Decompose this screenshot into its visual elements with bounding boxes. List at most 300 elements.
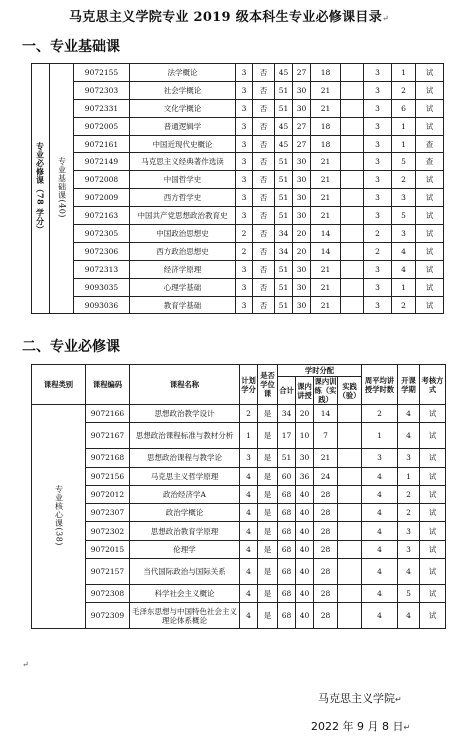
- table-row: [32, 171, 444, 189]
- course-lecture-hours: 40: [296, 559, 314, 585]
- course-lecture-hours: 36: [296, 467, 314, 485]
- course-total-hours: 34: [275, 242, 293, 260]
- outer-category-cell: [32, 64, 50, 314]
- course-term: 3: [398, 540, 420, 558]
- course-term: 5: [398, 585, 420, 603]
- course-degree: 是: [258, 449, 278, 467]
- course-practice-hours: [338, 467, 362, 485]
- course-total-hours: 60: [278, 467, 296, 485]
- course-exam: 试: [420, 485, 446, 503]
- course-degree: 是: [258, 405, 278, 423]
- course-exam: 试: [416, 171, 444, 189]
- course-name: 马克思主义经典著作选读: [130, 153, 236, 171]
- course-code: 9072308: [86, 585, 130, 603]
- course-name: 中国政治思想史: [130, 225, 236, 243]
- course-practice-hours: [338, 449, 362, 467]
- course-lab-hours: 28: [314, 603, 338, 629]
- course-weekly-hours: 3: [364, 296, 392, 314]
- course-credit: 4: [240, 485, 258, 503]
- course-degree: 否: [253, 296, 275, 314]
- course-practice-hours: [341, 296, 364, 314]
- course-term: 3: [398, 449, 420, 467]
- course-lab-hours: 28: [314, 522, 338, 540]
- course-code: 9072015: [86, 540, 130, 558]
- course-credit: 2: [236, 225, 253, 243]
- core-category-cell: [32, 405, 86, 629]
- course-credit: 4: [240, 522, 258, 540]
- course-exam: 试: [416, 242, 444, 260]
- course-practice-hours: [338, 522, 362, 540]
- table-row: [32, 585, 446, 603]
- course-lab-hours: 21: [311, 207, 341, 225]
- foundation-courses-body: [32, 64, 444, 314]
- course-practice-hours: [341, 135, 364, 153]
- table-row: [32, 296, 444, 314]
- course-credit: 4: [240, 559, 258, 585]
- course-code: 9072313: [74, 260, 130, 278]
- course-total-hours: 68: [278, 522, 296, 540]
- course-credit: 4: [240, 504, 258, 522]
- core-courses-table: [31, 364, 446, 629]
- course-code: 9072012: [86, 485, 130, 503]
- course-total-hours: 34: [275, 225, 293, 243]
- course-term: 2: [392, 171, 416, 189]
- course-lecture-hours: 40: [296, 485, 314, 503]
- course-weekly-hours: 3: [364, 171, 392, 189]
- course-weekly-hours: 3: [362, 449, 398, 467]
- course-lab-hours: 18: [311, 64, 341, 82]
- course-degree: 否: [253, 171, 275, 189]
- course-code: 9072167: [86, 423, 130, 449]
- course-practice-hours: [341, 207, 364, 225]
- course-practice-hours: [341, 81, 364, 99]
- course-total-hours: 45: [275, 117, 293, 135]
- course-name: 思想政治教学设计: [130, 405, 240, 423]
- course-code: 9072166: [86, 405, 130, 423]
- course-practice-hours: [341, 242, 364, 260]
- course-lab-hours: 28: [314, 540, 338, 558]
- course-weekly-hours: 4: [362, 467, 398, 485]
- course-weekly-hours: 1: [362, 423, 398, 449]
- course-name: 西方政治思想史: [130, 242, 236, 260]
- course-lecture-hours: 20: [293, 225, 311, 243]
- table-row: [32, 189, 444, 207]
- course-total-hours: 51: [275, 81, 293, 99]
- course-code: 9072306: [74, 242, 130, 260]
- course-degree: 是: [258, 504, 278, 522]
- course-exam: 试: [420, 522, 446, 540]
- course-name: 思想政治课程与教学论: [130, 449, 240, 467]
- course-total-hours: 51: [275, 278, 293, 296]
- course-credit: 4: [240, 540, 258, 558]
- course-total-hours: 68: [278, 540, 296, 558]
- foundation-courses-table: [31, 63, 444, 314]
- course-weekly-hours: 4: [362, 603, 398, 629]
- course-lab-hours: 21: [314, 449, 338, 467]
- course-name: 心理学基础: [130, 278, 236, 296]
- table-row: [32, 467, 446, 485]
- course-degree: 否: [253, 242, 275, 260]
- footer-date-text: 2022 年 9 月 8 日: [311, 720, 404, 733]
- course-term: 3: [392, 225, 416, 243]
- course-lab-hours: 28: [314, 559, 338, 585]
- course-degree: 否: [253, 189, 275, 207]
- course-name: 思想政治教育学原理: [130, 522, 240, 540]
- course-lab-hours: 21: [311, 99, 341, 117]
- course-lecture-hours: 30: [293, 207, 311, 225]
- course-name: 普通逻辑学: [130, 117, 236, 135]
- course-total-hours: 45: [275, 135, 293, 153]
- course-term: 1: [392, 278, 416, 296]
- table-row: [32, 260, 444, 278]
- course-exam: 查: [416, 135, 444, 153]
- table-row: [32, 603, 446, 629]
- course-term: 5: [392, 207, 416, 225]
- course-lab-hours: 18: [311, 117, 341, 135]
- table-row: [32, 153, 444, 171]
- course-code: 9072309: [86, 603, 130, 629]
- course-credit: 3: [236, 153, 253, 171]
- table-row: [32, 449, 446, 467]
- course-total-hours: 51: [275, 260, 293, 278]
- table-row: [32, 485, 446, 503]
- course-code: 9072005: [74, 117, 130, 135]
- course-exam: 试: [416, 260, 444, 278]
- course-total-hours: 51: [278, 449, 296, 467]
- course-exam: 试: [420, 405, 446, 423]
- course-code: 9072305: [74, 225, 130, 243]
- course-code: 9072168: [86, 449, 130, 467]
- course-practice-hours: [341, 189, 364, 207]
- course-credit: 3: [236, 81, 253, 99]
- course-term: 4: [398, 423, 420, 449]
- course-credit: 3: [236, 207, 253, 225]
- paragraph-mark: ↵: [22, 660, 29, 669]
- course-name: 中国近现代史概论: [130, 135, 236, 153]
- course-lecture-hours: 30: [293, 189, 311, 207]
- course-code: 9093036: [74, 296, 130, 314]
- course-total-hours: 68: [278, 485, 296, 503]
- paragraph-mark: ↵: [403, 723, 411, 732]
- table-row: [32, 135, 444, 153]
- course-degree: 否: [253, 99, 275, 117]
- course-weekly-hours: 3: [364, 278, 392, 296]
- course-practice-hours: [338, 485, 362, 503]
- header-practice: 实践（验）: [338, 377, 362, 405]
- document-title: [0, 6, 458, 25]
- inner-category-cell: [50, 64, 74, 314]
- course-degree: 是: [258, 603, 278, 629]
- course-term: 2: [398, 485, 420, 503]
- section1-heading: 一、专业基础课: [22, 39, 120, 55]
- course-weekly-hours: 2: [362, 405, 398, 423]
- header-code: 课程编码: [86, 365, 130, 405]
- course-lecture-hours: 30: [293, 260, 311, 278]
- course-weekly-hours: 4: [362, 522, 398, 540]
- course-lab-hours: 28: [314, 504, 338, 522]
- core-courses-body: [32, 405, 446, 629]
- course-practice-hours: [341, 225, 364, 243]
- course-lecture-hours: 27: [293, 135, 311, 153]
- course-lecture-hours: 40: [296, 603, 314, 629]
- footer-date: [311, 718, 410, 734]
- course-credit: 3: [236, 135, 253, 153]
- course-code: 9072307: [86, 504, 130, 522]
- course-term: 4: [398, 405, 420, 423]
- course-term: 4: [398, 559, 420, 585]
- course-lecture-hours: 27: [293, 117, 311, 135]
- course-weekly-hours: 3: [364, 207, 392, 225]
- course-lab-hours: 14: [311, 242, 341, 260]
- course-term: 4: [392, 260, 416, 278]
- course-exam: 试: [420, 585, 446, 603]
- course-code: 9072009: [74, 189, 130, 207]
- course-credit: 4: [240, 467, 258, 485]
- course-practice-hours: [338, 540, 362, 558]
- course-weekly-hours: 3: [364, 189, 392, 207]
- course-code: 9072302: [86, 522, 130, 540]
- course-total-hours: 51: [275, 189, 293, 207]
- course-degree: 否: [253, 278, 275, 296]
- course-weekly-hours: 2: [364, 225, 392, 243]
- course-total-hours: 34: [278, 405, 296, 423]
- course-code: 9093035: [74, 278, 130, 296]
- course-credit: 3: [236, 189, 253, 207]
- course-weekly-hours: 2: [364, 242, 392, 260]
- course-degree: 否: [253, 81, 275, 99]
- course-code: 9072331: [74, 99, 130, 117]
- course-practice-hours: [338, 423, 362, 449]
- course-total-hours: 51: [275, 296, 293, 314]
- course-credit: 3: [236, 117, 253, 135]
- table-row: [32, 225, 444, 243]
- course-total-hours: 68: [278, 504, 296, 522]
- course-lab-hours: 21: [311, 189, 341, 207]
- table-row: [32, 522, 446, 540]
- course-weekly-hours: 4: [362, 559, 398, 585]
- course-lecture-hours: 40: [296, 522, 314, 540]
- course-name: 思想政治课程标准与教材分析: [130, 423, 240, 449]
- course-weekly-hours: 3: [364, 260, 392, 278]
- course-lab-hours: 7: [314, 423, 338, 449]
- course-lab-hours: 18: [311, 135, 341, 153]
- course-credit: 2: [236, 242, 253, 260]
- table-row: [32, 423, 446, 449]
- course-code: 9072163: [74, 207, 130, 225]
- course-code: 9072155: [74, 64, 130, 82]
- course-total-hours: 17: [278, 423, 296, 449]
- course-lecture-hours: 30: [293, 296, 311, 314]
- course-credit: 3: [236, 278, 253, 296]
- course-lecture-hours: 10: [296, 423, 314, 449]
- course-degree: 否: [253, 207, 275, 225]
- course-name: 中国哲学史: [130, 171, 236, 189]
- course-name: 中国共产党思想政治教育史: [130, 207, 236, 225]
- course-exam: 试: [420, 423, 446, 449]
- table-row: [32, 64, 444, 82]
- course-name: 经济学原理: [130, 260, 236, 278]
- course-degree: 是: [258, 423, 278, 449]
- course-credit: 4: [240, 603, 258, 629]
- table-row: [32, 278, 444, 296]
- course-name: 当代国际政治与国际关系: [130, 559, 240, 585]
- course-total-hours: 68: [278, 603, 296, 629]
- header-lecture: 课内讲授: [296, 377, 314, 405]
- outer-category-label: 专业必修课（78 学分）: [35, 141, 46, 234]
- footer-org: [318, 690, 402, 706]
- table-row: [32, 99, 444, 117]
- course-lab-hours: 14: [314, 405, 338, 423]
- course-degree: 是: [258, 467, 278, 485]
- course-name: 西方哲学史: [130, 189, 236, 207]
- course-code: 9072303: [74, 81, 130, 99]
- course-total-hours: 51: [275, 207, 293, 225]
- course-term: 2: [392, 81, 416, 99]
- course-lecture-hours: 20: [293, 242, 311, 260]
- header-exam: 考核方式: [420, 365, 446, 405]
- course-credit: 3: [236, 64, 253, 82]
- header-term: 开课学期: [398, 365, 420, 405]
- course-practice-hours: [341, 64, 364, 82]
- course-code: 9072008: [74, 171, 130, 189]
- course-lab-hours: 21: [311, 278, 341, 296]
- course-total-hours: 51: [275, 153, 293, 171]
- course-lecture-hours: 40: [296, 504, 314, 522]
- paragraph-mark: ↵: [395, 695, 402, 704]
- course-credit: 3: [236, 296, 253, 314]
- course-term: 6: [392, 99, 416, 117]
- course-lecture-hours: 40: [296, 585, 314, 603]
- course-name: 毛泽东思想与中国特色社会主义理论体系概论: [130, 603, 240, 629]
- course-lecture-hours: 40: [296, 540, 314, 558]
- table-row: [32, 405, 446, 423]
- course-exam: 查: [416, 153, 444, 171]
- course-code: 9072149: [74, 153, 130, 171]
- course-lab-hours: 21: [311, 296, 341, 314]
- table-row: [32, 81, 444, 99]
- course-practice-hours: [341, 153, 364, 171]
- course-degree: 是: [258, 522, 278, 540]
- course-degree: 否: [253, 153, 275, 171]
- table-row: [32, 540, 446, 558]
- course-exam: 试: [416, 278, 444, 296]
- course-degree: 否: [253, 64, 275, 82]
- table-row: [32, 242, 444, 260]
- course-practice-hours: [338, 504, 362, 522]
- course-total-hours: 51: [275, 99, 293, 117]
- course-credit: 3: [236, 99, 253, 117]
- course-lab-hours: 21: [311, 81, 341, 99]
- course-total-hours: 45: [275, 64, 293, 82]
- course-lab-hours: 21: [311, 171, 341, 189]
- course-exam: 试: [416, 207, 444, 225]
- course-name: 社会学概论: [130, 81, 236, 99]
- course-credit: 3: [240, 449, 258, 467]
- course-lab-hours: 14: [311, 225, 341, 243]
- inner-category-label: 专业基础课(40): [57, 157, 67, 219]
- course-lecture-hours: 30: [293, 153, 311, 171]
- course-exam: 试: [416, 64, 444, 82]
- course-term: 3: [398, 522, 420, 540]
- course-practice-hours: [341, 171, 364, 189]
- header-total: 合计: [278, 377, 296, 405]
- course-weekly-hours: 3: [364, 81, 392, 99]
- course-name: 政治经济学A: [130, 485, 240, 503]
- footer-org-text: 马克思主义学院: [318, 692, 395, 705]
- header-lab: 课内训练（实践）: [314, 377, 337, 404]
- course-weekly-hours: 4: [362, 504, 398, 522]
- course-lecture-hours: 27: [293, 64, 311, 82]
- course-degree: 是: [258, 485, 278, 503]
- course-term: 1: [398, 467, 420, 485]
- course-weekly-hours: 3: [364, 153, 392, 171]
- course-exam: 试: [420, 467, 446, 485]
- course-degree: 否: [253, 260, 275, 278]
- course-exam: 试: [416, 189, 444, 207]
- course-exam: 试: [420, 603, 446, 629]
- course-lab-hours: 24: [314, 467, 338, 485]
- course-lecture-hours: 30: [293, 81, 311, 99]
- table-row: [32, 207, 444, 225]
- course-name: 马克思主义哲学原理: [130, 467, 240, 485]
- course-practice-hours: [338, 585, 362, 603]
- course-exam: 试: [420, 449, 446, 467]
- course-weekly-hours: 3: [364, 117, 392, 135]
- course-name: 科学社会主义概论: [130, 585, 240, 603]
- course-practice-hours: [341, 99, 364, 117]
- course-weekly-hours: 3: [364, 64, 392, 82]
- course-name: 伦理学: [130, 540, 240, 558]
- course-term: 2: [398, 504, 420, 522]
- course-lecture-hours: 30: [293, 278, 311, 296]
- course-lecture-hours: 30: [293, 171, 311, 189]
- header-degree: 是否学位课: [258, 365, 278, 405]
- course-exam: 试: [420, 504, 446, 522]
- table-row: [32, 559, 446, 585]
- course-degree: 是: [258, 585, 278, 603]
- course-total-hours: 51: [275, 171, 293, 189]
- course-exam: 试: [416, 81, 444, 99]
- course-credit: 4: [240, 585, 258, 603]
- course-credit: 3: [236, 171, 253, 189]
- paragraph-mark: ↵: [382, 14, 390, 23]
- course-name: 政治学概论: [130, 504, 240, 522]
- course-name: 教育学基础: [130, 296, 236, 314]
- course-name: 文化学概论: [130, 99, 236, 117]
- course-lecture-hours: 30: [296, 449, 314, 467]
- table-row: [32, 504, 446, 522]
- course-practice-hours: [338, 559, 362, 585]
- course-credit: 3: [236, 260, 253, 278]
- course-degree: 是: [258, 540, 278, 558]
- course-term: 1: [392, 135, 416, 153]
- course-term: 1: [392, 64, 416, 82]
- header-category: 课程类别: [32, 365, 86, 405]
- title-text: 马克思主义学院专业 2019 级本科生专业必修课目录: [68, 10, 383, 25]
- course-exam: 试: [416, 99, 444, 117]
- course-lecture-hours: 20: [296, 405, 314, 423]
- course-name: 法学概论: [130, 64, 236, 82]
- course-lab-hours: 21: [311, 153, 341, 171]
- course-credit: 1: [240, 423, 258, 449]
- course-term: 3: [392, 189, 416, 207]
- course-practice-hours: [341, 278, 364, 296]
- course-credit: 2: [240, 405, 258, 423]
- header-hours: 学时分配: [278, 365, 362, 377]
- header-weekly: 周平均讲授学时数: [362, 365, 398, 405]
- course-practice-hours: [338, 603, 362, 629]
- core-category-label: 专业核心课(38): [54, 485, 64, 547]
